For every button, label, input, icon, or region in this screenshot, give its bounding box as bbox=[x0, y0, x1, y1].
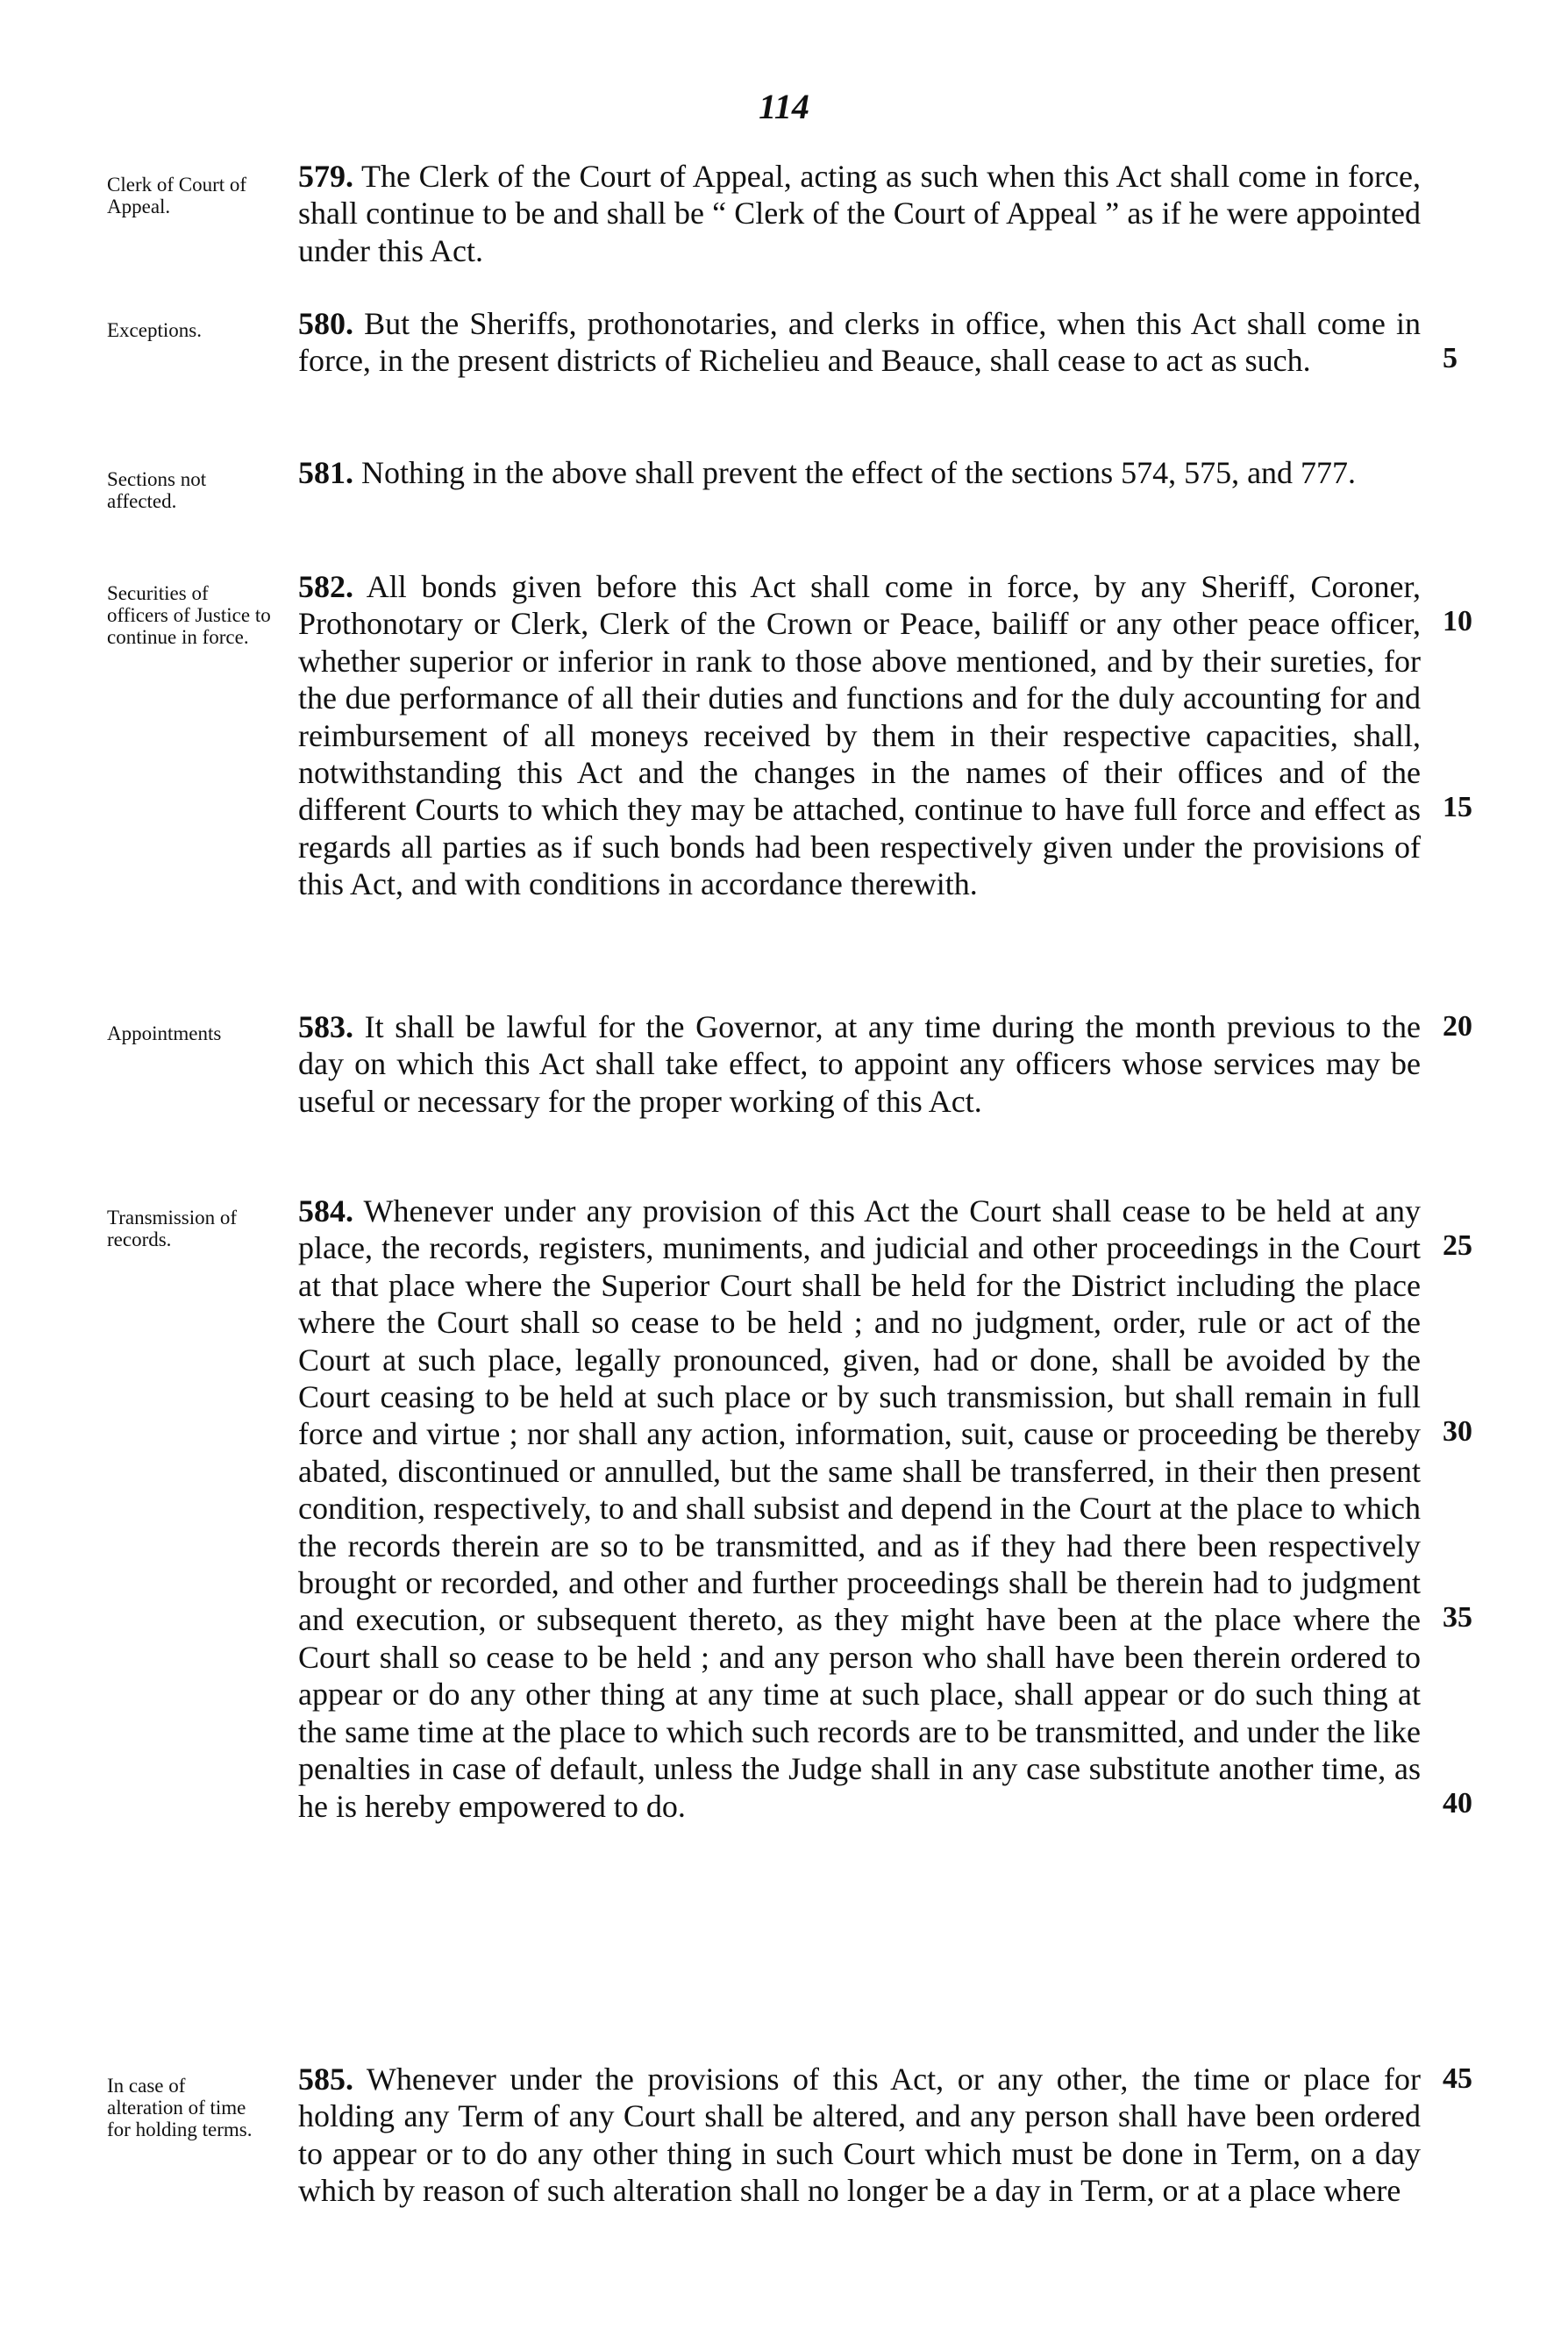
line-number-45: 45 bbox=[1443, 2062, 1472, 2095]
section-body: But the Sheriffs, prothonotaries, and clerks in office, when this Act shall come in force, in the present districts of Richelieu and Beauce, shall cease to act as such. bbox=[298, 306, 1422, 379]
section-number: 585. bbox=[298, 2062, 353, 2097]
margin-note: Transmission of records. bbox=[107, 1207, 238, 1250]
margin-note: Clerk of Court of Appeal. bbox=[107, 174, 247, 217]
section-number: 581. bbox=[298, 455, 353, 490]
section-number: 584. bbox=[298, 1193, 353, 1228]
margin-note: In case of alteration of time for holding terms. bbox=[107, 2075, 253, 2140]
line-number-40: 40 bbox=[1443, 1787, 1472, 1820]
margin-note: Sections not affected. bbox=[107, 468, 207, 512]
line-number-15: 15 bbox=[1443, 791, 1472, 823]
section-body: Whenever under any provision of this Act the Court shall cease to be held at any place, the records, registers, muniments, and judicial and other proceedings in the Court at that place where the Superior Court shall be held for the District including the place where the Court shall so cease to be held ; and no judgment, order, rule or act of the Court at such place, legally pronounced, given, had or done, shall be avoided by the Court ceasing to be held at such place or by such transmission, but shall remain in full force and virtue ; nor shall any action, information, suit, cause or proceeding be thereby abated, discontinued or annulled, but the same shall be transferred, in their then present condition, respectively, to and shall subsist and depend in the Court at the place to which the records therein are so to be transmitted, and as if they had there been respectively brought or recorded, and other and further proceedings shall be therein had to judgment and execution, or subsequent thereto, as they might have been at the place where the Court shall so cease to be held ; and any person who shall have been therein ordered to appear or do any other thing at any time at such place, shall appear or do such thing at the same time at the place to which such records are to be transmitted, and under the like penalties in case of default, unless the Judge shall in any case substitute another time, as he is hereby empowered to do. bbox=[298, 1193, 1421, 1824]
line-number-20: 20 bbox=[1443, 1010, 1472, 1043]
section-text bbox=[298, 454, 1421, 491]
section-text bbox=[298, 305, 1421, 380]
section-number: 583. bbox=[298, 1009, 353, 1044]
section-body: The Clerk of the Court of Appeal, acting as such when this Act shall come in force, shall continue to be and shall be “ Clerk of the Court of Appeal ” as if he were appointed under this Act. bbox=[298, 159, 1421, 268]
section-number: 582. bbox=[298, 569, 353, 604]
section-number: 579. bbox=[298, 159, 353, 194]
line-number-35: 35 bbox=[1443, 1601, 1472, 1634]
section-text bbox=[298, 568, 1421, 903]
section-body: It shall be lawful for the Governor, at any time during the month previous to the day on which this Act shall take effect, to appoint any officers whose services may be useful or necessary for the proper working of this Act. bbox=[298, 1009, 1421, 1119]
section-text bbox=[298, 158, 1421, 269]
margin-note: Exceptions. bbox=[107, 319, 202, 341]
section-text bbox=[298, 1008, 1421, 1120]
section-body: Whenever under the provisions of this Act, or any other, the time or place for holding any Term of any Court shall be altered, and any person shall have been ordered to appear or to do any other thing in such Court which must be done in Term, on a day which by reason of such alteration shall no longer be a day in Term, or at a place where bbox=[298, 2062, 1421, 2209]
page-number: 114 bbox=[759, 87, 809, 126]
margin-note: Appointments bbox=[107, 1022, 222, 1044]
section-text bbox=[298, 1193, 1421, 1825]
section-text bbox=[298, 2061, 1421, 2210]
section-number: 580. bbox=[298, 306, 353, 341]
line-number-10: 10 bbox=[1443, 605, 1472, 637]
section-body: All bonds given before this Act shall come in force, by any Sheriff, Coroner, Prothonotary or Clerk, Clerk of the Crown or Peace, bailiff or any other peace officer, whether superior or inferior in rank to those above mentioned, and by their sureties, for the due performance of all their duties and functions and for the duly accounting for and reimbursement of all moneys received by them in their respective capacities, shall, notwithstanding this Act and the changes in the names of their offices and of the different Courts to which they may be attached, continue to have full force and effect as regards all parties as if such bonds had been respectively given under the provisions of this Act, and with conditions in accordance therewith. bbox=[298, 569, 1422, 902]
margin-note: Securities of officers of Justice to continue in force. bbox=[107, 582, 271, 648]
line-number-30: 30 bbox=[1443, 1415, 1472, 1448]
section-body: Nothing in the above shall prevent the effect of the sections 574, 575, and 777. bbox=[361, 455, 1357, 490]
line-number-5: 5 bbox=[1443, 342, 1458, 374]
line-number-25: 25 bbox=[1443, 1229, 1472, 1262]
